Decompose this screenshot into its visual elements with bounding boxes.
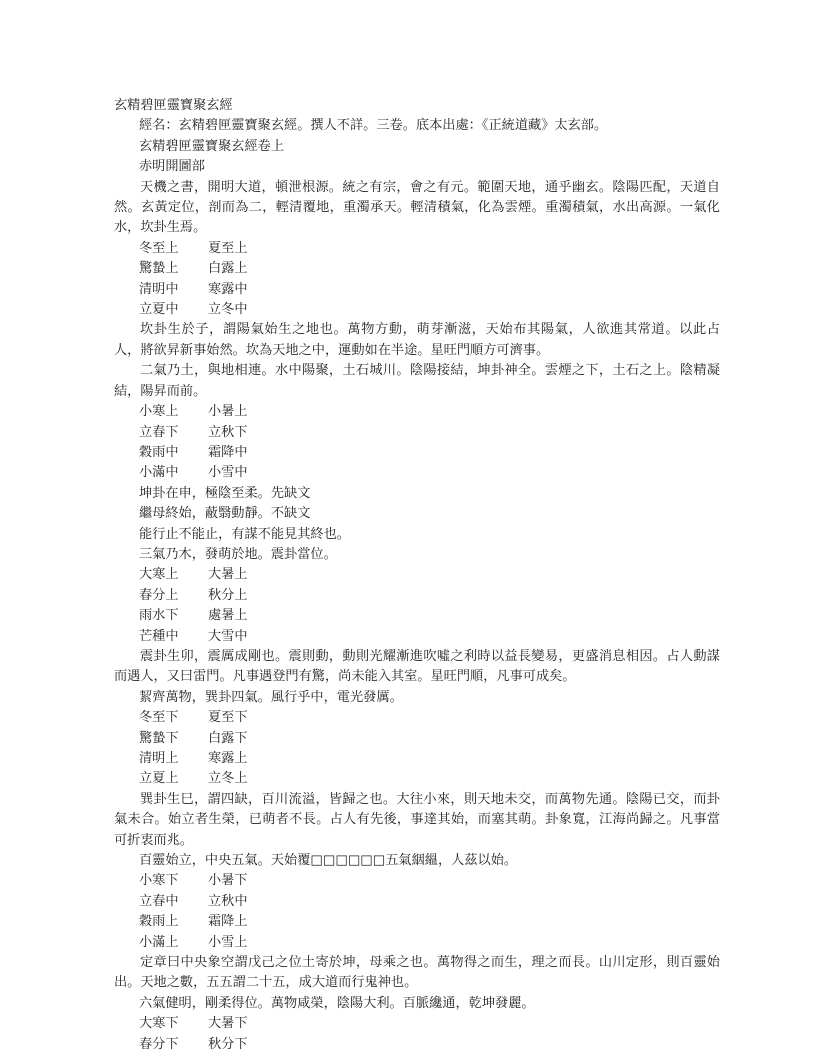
solar-term-cell: 冬至上: [139, 240, 179, 256]
body-paragraph: 坎卦生於子，謂陽氣始生之地也。萬物方動，萌芽漸滋，天始布其陽氣，人欲進其常道。以此占人，將欲昇新事始然。坎為天地之中，運動如在半途。星旺門順方可濟事。: [114, 322, 720, 358]
solar-term-cell: 寒露中: [208, 281, 248, 297]
solar-term-cell: 小滿中: [139, 465, 179, 481]
table-row: [139, 1014, 277, 1034]
solar-term-cell: 霜降上: [208, 914, 248, 930]
solar-term-cell: 夏至下: [208, 710, 248, 726]
solar-term-cell: 霜降中: [208, 444, 248, 460]
table-row: [139, 586, 277, 606]
table-row: [139, 423, 277, 443]
indented-line: 坤卦在申，極陰至柔。先缺文: [139, 485, 311, 501]
solar-term-cell: 雨水下: [139, 608, 179, 624]
solar-term-cell: 驚蟄下: [139, 730, 179, 746]
table-row: [139, 300, 277, 320]
table-row: [139, 565, 277, 585]
indented-line: 赤明開圖部: [139, 159, 205, 175]
solar-term-table: [139, 402, 277, 484]
table-row: [139, 871, 277, 891]
solar-term-table: [139, 708, 277, 790]
indented-line: 能行止不能止，有謀不能見其終也。: [139, 526, 350, 542]
table-row: [139, 892, 277, 912]
solar-term-cell: 小滿上: [139, 934, 179, 950]
page-title: 玄精碧匣靈寶聚玄經: [114, 98, 233, 113]
table-row: [139, 463, 277, 483]
solar-term-cell: 清明上: [139, 751, 179, 766]
table-row: [139, 1035, 277, 1055]
solar-term-cell: 小雪上: [208, 934, 248, 950]
body-paragraph: 震卦生卯，震厲成剛也。震則動，動則光耀漸進吹噓之利時以益長變易，更盛消息相因。占人動謀而遇人，又曰雷門。凡事遇登門有驚，尚未能入其室。星旺門順，凡事可成矣。: [114, 648, 720, 685]
solar-term-cell: 驚蟄上: [139, 261, 179, 277]
solar-term-cell: 春分上: [139, 587, 179, 603]
table-row: [139, 933, 277, 953]
solar-term-cell: 夏至上: [208, 240, 248, 256]
solar-term-cell: 寒露上: [208, 751, 248, 766]
body-paragraph: 定章曰中央象空謂戊己之位土寄於坤，母乘之也。萬物得之而生，理之而長。山川定形，則百靈始出。天地之數，五五謂二十五，成大道而行鬼神也。: [114, 955, 720, 991]
solar-term-table: [139, 565, 277, 647]
indented-line: 經名：玄精碧匣靈寶聚玄經。撰人不詳。三卷。底本出處：《正統道藏》太玄部。: [139, 118, 608, 134]
table-row: [139, 402, 277, 422]
table-row: [139, 627, 277, 647]
solar-term-cell: 大寒上: [139, 567, 179, 583]
body-paragraph: 二氣乃土，與地相連。水中陽聚，土石城川。陰陽接結，坤卦神全。雲煙之下，土石之上。陰精凝結，陽昇而前。: [114, 363, 720, 399]
solar-term-cell: 立春下: [139, 424, 179, 440]
solar-term-cell: 清明中: [139, 281, 179, 297]
solar-term-cell: 芒種中: [139, 628, 179, 644]
solar-term-cell: 小雪中: [208, 465, 248, 481]
table-row: [139, 912, 277, 932]
table-row: [139, 749, 277, 769]
solar-term-cell: 小暑上: [208, 404, 248, 420]
solar-term-cell: 大暑上: [208, 567, 248, 583]
solar-term-cell: 立夏中: [139, 302, 179, 318]
table-row: [139, 239, 277, 259]
solar-term-cell: 大雪中: [208, 628, 248, 644]
solar-term-cell: 穀雨上: [139, 914, 179, 930]
indented-line: 絜齊萬物，巽卦四氣。風行乎中，電光發厲。: [139, 689, 403, 705]
table-row: [139, 729, 277, 749]
indented-line: 玄精碧匣靈寶聚玄經卷上: [139, 138, 285, 154]
solar-term-cell: 白露下: [208, 730, 248, 746]
table-row: [139, 606, 277, 626]
table-row: [139, 443, 277, 463]
indented-line: 三氣乃木，發萌於地。震卦當位。: [139, 546, 337, 562]
body-paragraph: 天機之書，開明大道，頓泄根源。統之有宗，會之有元。範圍天地，通乎幽玄。陰陽匹配，天道自然。玄黃定位，剖而為二，輕清覆地，重濁承天。輕清積氣，化為雲煙。重濁積氣，水出高源。一氣化水，坎卦生焉。: [114, 179, 720, 236]
indented-line: 百靈始立，中央五氣。天始覆□□□□□□五氣絪縕，人茲以始。: [139, 853, 518, 869]
solar-term-cell: 處暑上: [208, 608, 248, 624]
solar-term-cell: 立秋中: [208, 893, 248, 909]
solar-term-cell: 小寒下: [139, 873, 179, 889]
solar-term-cell: 立夏上: [139, 771, 179, 787]
solar-term-table: [139, 1014, 277, 1055]
solar-term-cell: 秋分上: [208, 587, 248, 603]
solar-term-cell: 穀雨中: [139, 444, 179, 460]
solar-term-cell: 大寒下: [139, 1016, 179, 1032]
solar-term-table: [139, 239, 277, 321]
solar-term-cell: 春分下: [139, 1036, 179, 1052]
table-row: [139, 259, 277, 279]
solar-term-table: [139, 871, 277, 953]
solar-term-cell: 冬至下: [139, 710, 179, 726]
solar-term-cell: 立冬上: [208, 771, 248, 787]
solar-term-cell: 白露上: [208, 261, 248, 277]
solar-term-cell: 秋分下: [208, 1036, 248, 1052]
solar-term-cell: 小暑下: [208, 873, 248, 889]
table-row: [139, 769, 277, 789]
indented-line: 六氣健明，剛柔得位。萬物咸榮，陰陽大利。百脈纔通，乾坤發麗。: [139, 995, 535, 1011]
document-body: [114, 96, 720, 1055]
solar-term-cell: 大暑下: [208, 1016, 248, 1032]
body-paragraph: 巽卦生巳，謂四缺，百川流溢，皆歸之也。大往小來，則天地未交，而萬物先通。陰陽已交，而卦氣未合。始立者生榮，已萌者不長。占人有先後，事達其始，而塞其萌。卦象寬，江海尚歸之。凡事當可折衷而兆。: [114, 791, 720, 848]
solar-term-cell: 立春中: [139, 893, 179, 909]
indented-line: 繼母終始，蔽翳動靜。不缺文: [139, 506, 311, 522]
solar-term-cell: 立秋下: [208, 424, 248, 440]
solar-term-cell: 立冬中: [208, 302, 248, 318]
solar-term-cell: 小寒上: [139, 404, 179, 420]
table-row: [139, 280, 277, 300]
table-row: [139, 708, 277, 728]
